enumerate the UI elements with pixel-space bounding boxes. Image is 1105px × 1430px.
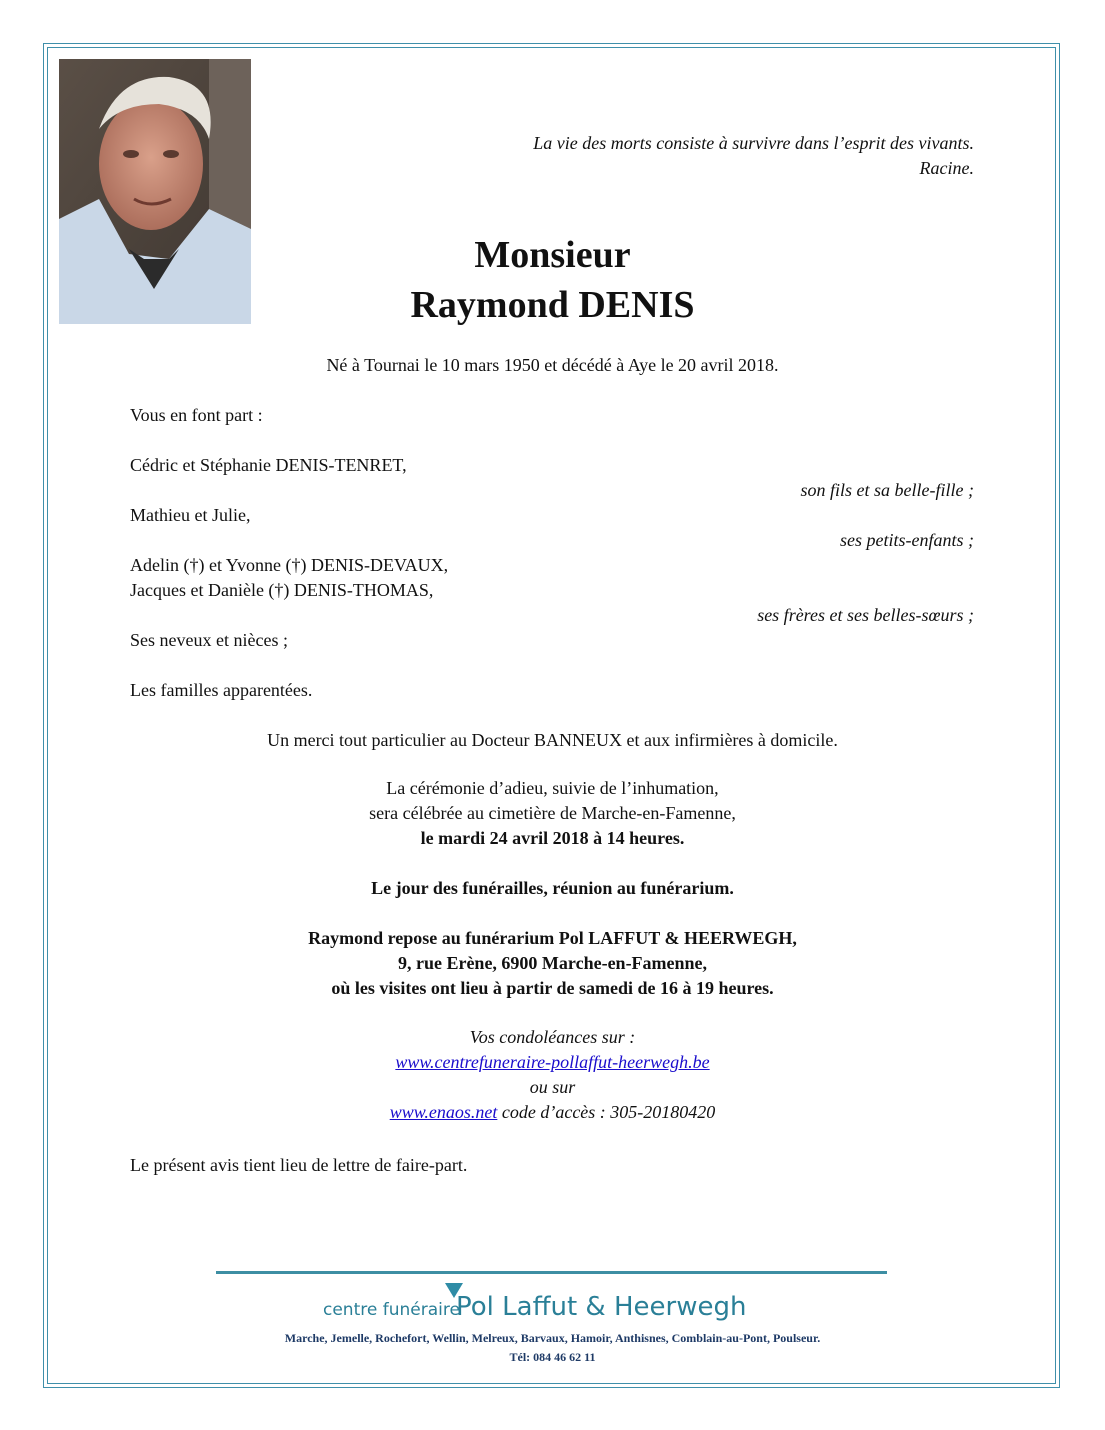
condolences-or: ou sur [529,1077,576,1097]
rest-address: 9, rue Erène, 6900 Marche-en-Famenne, [397,953,708,973]
ceremony-line: sera célébrée au cimetière de Marche-en-Famenne, [369,803,736,823]
birth-death-line: Né à Tournai le 10 mars 1950 et décédé à Aye le 20 avril 2018. [326,355,779,375]
enaos-row [0,1100,1105,1125]
thanks-line: Un merci tout particulier au Docteur BANNEUX et aux infirmières à domicile. [267,730,838,750]
announcer-name: Mathieu et Julie, [130,505,251,525]
logo-subtitle: centre funéraire [323,1300,460,1320]
quote-text: La vie des morts consiste à survivre dans l’esprit des vivants. [533,133,974,153]
condolences-link-row [0,1050,1105,1075]
logo-brand-name: Pol Laffut & Heerwegh [456,1292,747,1322]
quote-author: Racine. [919,158,974,178]
visiting-hours: où les visites ont lieu à partir de samedi de 16 à 19 heures. [331,978,774,998]
rest-line: Raymond repose au funérarium Pol LAFFUT & HEERWEGH, [308,928,797,948]
announcer-relation: son fils et sa belle-fille ; [800,480,974,500]
nephews-line: Ses neveux et nièces ; [130,630,288,650]
announcer-name: Jacques et Danièle (†) DENIS-THOMAS, [130,580,434,600]
funerarium-meeting: Le jour des funérailles, réunion au funérarium. [371,878,734,898]
ceremony-date: le mardi 24 avril 2018 à 14 heures. [420,828,685,848]
announcer-relation: ses petits-enfants ; [840,530,974,550]
announcers-intro: Vous en font part : [130,405,263,425]
access-code: code d’accès : 305-20180420 [497,1102,716,1122]
deceased-name: Raymond DENIS [410,284,695,326]
announcer-relation: ses frères et ses belles-sœurs ; [757,605,974,625]
families-line: Les familles apparentées. [130,680,313,700]
enaos-website-link[interactable]: www.enaos.net [389,1102,498,1122]
footer-phone: Tél: 084 46 62 11 [509,1350,596,1364]
condolences-intro: Vos condoléances sur : [469,1027,636,1047]
announcer-name: Cédric et Stéphanie DENIS-TENRET, [130,455,407,475]
ceremony-line: La cérémonie d’adieu, suivie de l’inhumation, [386,778,719,798]
announcer-name: Adelin (†) et Yvonne (†) DENIS-DEVAUX, [130,555,449,575]
footer-towns: Marche, Jemelle, Rochefort, Wellin, Melreux, Barvaux, Hamoir, Anthisnes, Comblain-au-Pont, Poulseur. [284,1331,821,1345]
epigraph-quote [533,131,974,181]
closing-line: Le présent avis tient lieu de lettre de faire-part. [130,1155,468,1175]
funeral-home-website-link[interactable]: www.centrefuneraire-pollaffut-heerwegh.be [395,1052,710,1072]
footer-divider [216,1271,887,1274]
title-salutation: Monsieur [474,234,631,276]
